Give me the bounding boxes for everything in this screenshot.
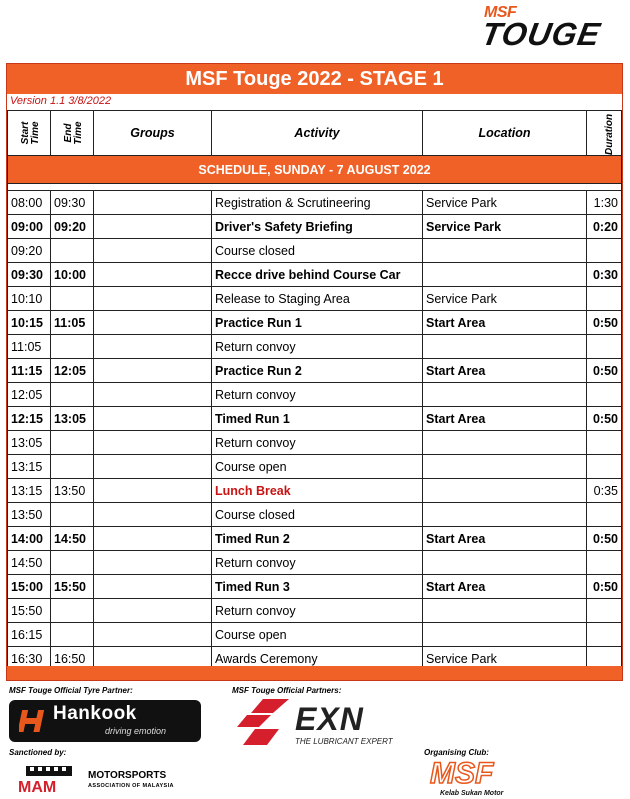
cell-end-time — [51, 551, 94, 575]
cell-location: Start Area — [423, 359, 587, 383]
table-row — [8, 191, 622, 215]
cell-group — [94, 503, 212, 527]
spacer-row — [8, 184, 622, 191]
table-row — [8, 311, 622, 335]
cell-start-time: 13:05 — [8, 431, 51, 455]
cell-location: Service Park — [423, 191, 587, 215]
cell-group — [94, 311, 212, 335]
table-row — [8, 335, 622, 359]
cell-start-time: 13:15 — [8, 479, 51, 503]
section-row — [8, 156, 622, 184]
cell-location — [423, 431, 587, 455]
cell-group — [94, 191, 212, 215]
cell-activity: Return convoy — [212, 383, 423, 407]
cell-start-time: 12:15 — [8, 407, 51, 431]
hankook-logo — [9, 700, 201, 742]
cell-end-time: 16:50 — [51, 647, 94, 671]
cell-duration: 0:35 — [587, 479, 622, 503]
section-title: SCHEDULE, SUNDAY - 7 AUGUST 2022 — [8, 156, 622, 184]
cell-group — [94, 263, 212, 287]
cell-location — [423, 383, 587, 407]
cell-duration: 0:50 — [587, 527, 622, 551]
logo-touge-text: TOUGE — [478, 16, 604, 52]
cell-location: Start Area — [423, 527, 587, 551]
cell-group — [94, 383, 212, 407]
cell-end-time: 13:50 — [51, 479, 94, 503]
cell-start-time: 09:20 — [8, 239, 51, 263]
club-tagline: Kelab Sukan Motor — [440, 790, 504, 797]
cell-duration — [587, 599, 622, 623]
msf-touge-logo — [480, 4, 610, 58]
header-start-time: Start Time — [8, 111, 51, 156]
cell-duration — [587, 503, 622, 527]
cell-end-time — [51, 287, 94, 311]
cell-start-time: 10:15 — [8, 311, 51, 335]
cell-activity: Practice Run 1 — [212, 311, 423, 335]
exn-mark-icon — [233, 699, 291, 745]
cell-activity: Recce drive behind Course Car — [212, 263, 423, 287]
cell-duration — [587, 551, 622, 575]
cell-group — [94, 599, 212, 623]
tyre-partner-label: MSF Touge Official Tyre Partner: — [9, 686, 133, 695]
cell-end-time: 14:50 — [51, 527, 94, 551]
cell-location: Start Area — [423, 407, 587, 431]
header-location: Location — [423, 111, 587, 156]
cell-activity: Return convoy — [212, 335, 423, 359]
cell-group — [94, 551, 212, 575]
header-activity: Activity — [212, 111, 423, 156]
cell-activity: Course closed — [212, 239, 423, 263]
organising-club-label: Organising Club: — [424, 748, 489, 757]
exn-text: EXN — [295, 701, 364, 737]
cell-location — [423, 335, 587, 359]
cell-location — [423, 599, 587, 623]
header-row — [8, 111, 622, 156]
cell-location — [423, 239, 587, 263]
cell-duration: 1:30 — [587, 191, 622, 215]
cell-end-time — [51, 431, 94, 455]
cell-start-time: 10:10 — [8, 287, 51, 311]
cell-duration — [587, 239, 622, 263]
cell-end-time: 15:50 — [51, 575, 94, 599]
table-row — [8, 503, 622, 527]
cell-activity: Timed Run 3 — [212, 575, 423, 599]
cell-group — [94, 359, 212, 383]
table-row — [8, 407, 622, 431]
table-row — [8, 479, 622, 503]
cell-activity: Course open — [212, 455, 423, 479]
cell-location: Service Park — [423, 287, 587, 311]
cell-start-time: 16:30 — [8, 647, 51, 671]
cell-start-time: 14:00 — [8, 527, 51, 551]
cell-group — [94, 215, 212, 239]
cell-start-time: 09:30 — [8, 263, 51, 287]
hankook-mark-icon — [19, 706, 49, 736]
table-row — [8, 287, 622, 311]
cell-group — [94, 479, 212, 503]
table-row — [8, 551, 622, 575]
svg-text:MAM: MAM — [18, 779, 57, 794]
cell-location: Start Area — [423, 575, 587, 599]
cell-activity: Release to Staging Area — [212, 287, 423, 311]
table-row — [8, 215, 622, 239]
cell-activity: Course closed — [212, 503, 423, 527]
header-duration: Duration — [587, 111, 622, 156]
cell-duration — [587, 623, 622, 647]
table-row — [8, 359, 622, 383]
cell-end-time: 12:05 — [51, 359, 94, 383]
cell-location: Start Area — [423, 311, 587, 335]
header-groups: Groups — [94, 111, 212, 156]
cell-activity: Return convoy — [212, 431, 423, 455]
cell-end-time: 13:05 — [51, 407, 94, 431]
cell-start-time: 13:50 — [8, 503, 51, 527]
cell-activity: Registration & Scrutineering — [212, 191, 423, 215]
cell-start-time: 13:15 — [8, 455, 51, 479]
logo-msf-text: MSF — [484, 4, 517, 21]
table-row — [8, 431, 622, 455]
cell-location — [423, 551, 587, 575]
cell-group — [94, 407, 212, 431]
page-title: MSF Touge 2022 - STAGE 1 — [7, 64, 622, 94]
cell-duration — [587, 383, 622, 407]
cell-location: Service Park — [423, 215, 587, 239]
cell-activity: Return convoy — [212, 599, 423, 623]
table-row — [8, 239, 622, 263]
hankook-tagline: driving emotion — [105, 726, 167, 736]
cell-end-time: 11:05 — [51, 311, 94, 335]
sanctioned-label: Sanctioned by: — [9, 748, 67, 757]
hankook-text: Hankook — [53, 703, 137, 724]
cell-location — [423, 263, 587, 287]
cell-end-time — [51, 335, 94, 359]
mam-text-line2: ASSOCIATION OF MALAYSIA — [88, 783, 174, 789]
cell-duration — [587, 455, 622, 479]
cell-activity: Practice Run 2 — [212, 359, 423, 383]
msf-club-logo — [426, 757, 526, 798]
cell-group — [94, 623, 212, 647]
cell-start-time: 16:15 — [8, 623, 51, 647]
cell-group — [94, 455, 212, 479]
cell-duration: 0:50 — [587, 311, 622, 335]
cell-activity: Timed Run 2 — [212, 527, 423, 551]
cell-activity: Driver's Safety Briefing — [212, 215, 423, 239]
club-msf-text: MSF — [430, 757, 494, 790]
table-row — [8, 599, 622, 623]
mam-text-line1: MOTORSPORTS — [88, 770, 167, 781]
exn-tagline: THE LUBRICANT EXPERT — [295, 737, 393, 746]
cell-duration: 0:20 — [587, 215, 622, 239]
cell-location: Service Park — [423, 647, 587, 671]
cell-end-time — [51, 455, 94, 479]
table-row — [8, 455, 622, 479]
cell-group — [94, 335, 212, 359]
table-row — [8, 623, 622, 647]
cell-end-time — [51, 383, 94, 407]
cell-start-time: 08:00 — [8, 191, 51, 215]
table-row — [8, 527, 622, 551]
cell-start-time: 14:50 — [8, 551, 51, 575]
cell-start-time: 11:05 — [8, 335, 51, 359]
table-row — [8, 383, 622, 407]
cell-activity: Awards Ceremony — [212, 647, 423, 671]
mam-logo — [16, 764, 216, 794]
cell-end-time: 10:00 — [51, 263, 94, 287]
header-end-time: End Time — [51, 111, 94, 156]
exn-logo — [233, 699, 423, 747]
version-label: Version 1.1 3/8/2022 — [10, 95, 112, 107]
cell-group — [94, 527, 212, 551]
cell-duration — [587, 335, 622, 359]
cell-end-time: 09:30 — [51, 191, 94, 215]
cell-activity: Return convoy — [212, 551, 423, 575]
cell-end-time: 09:20 — [51, 215, 94, 239]
cell-start-time: 11:15 — [8, 359, 51, 383]
official-partners-label: MSF Touge Official Partners: — [232, 686, 342, 695]
cell-activity: Lunch Break — [212, 479, 423, 503]
footer-bar — [7, 666, 622, 680]
cell-duration — [587, 287, 622, 311]
cell-start-time: 15:50 — [8, 599, 51, 623]
mam-mark-icon — [16, 764, 82, 794]
cell-duration: 0:50 — [587, 575, 622, 599]
cell-end-time — [51, 599, 94, 623]
cell-activity: Course open — [212, 623, 423, 647]
cell-start-time: 09:00 — [8, 215, 51, 239]
cell-end-time — [51, 503, 94, 527]
cell-duration: 0:30 — [587, 263, 622, 287]
cell-location — [423, 503, 587, 527]
schedule-table — [7, 110, 622, 671]
cell-duration: 0:50 — [587, 359, 622, 383]
cell-end-time — [51, 623, 94, 647]
cell-start-time: 12:05 — [8, 383, 51, 407]
cell-group — [94, 431, 212, 455]
cell-end-time — [51, 239, 94, 263]
cell-start-time: 15:00 — [8, 575, 51, 599]
schedule-frame — [6, 63, 623, 681]
cell-group — [94, 287, 212, 311]
cell-location — [423, 479, 587, 503]
cell-group — [94, 575, 212, 599]
cell-duration: 0:50 — [587, 407, 622, 431]
table-row — [8, 263, 622, 287]
cell-location — [423, 623, 587, 647]
cell-group — [94, 239, 212, 263]
cell-activity: Timed Run 1 — [212, 407, 423, 431]
cell-duration — [587, 431, 622, 455]
table-row — [8, 575, 622, 599]
cell-location — [423, 455, 587, 479]
